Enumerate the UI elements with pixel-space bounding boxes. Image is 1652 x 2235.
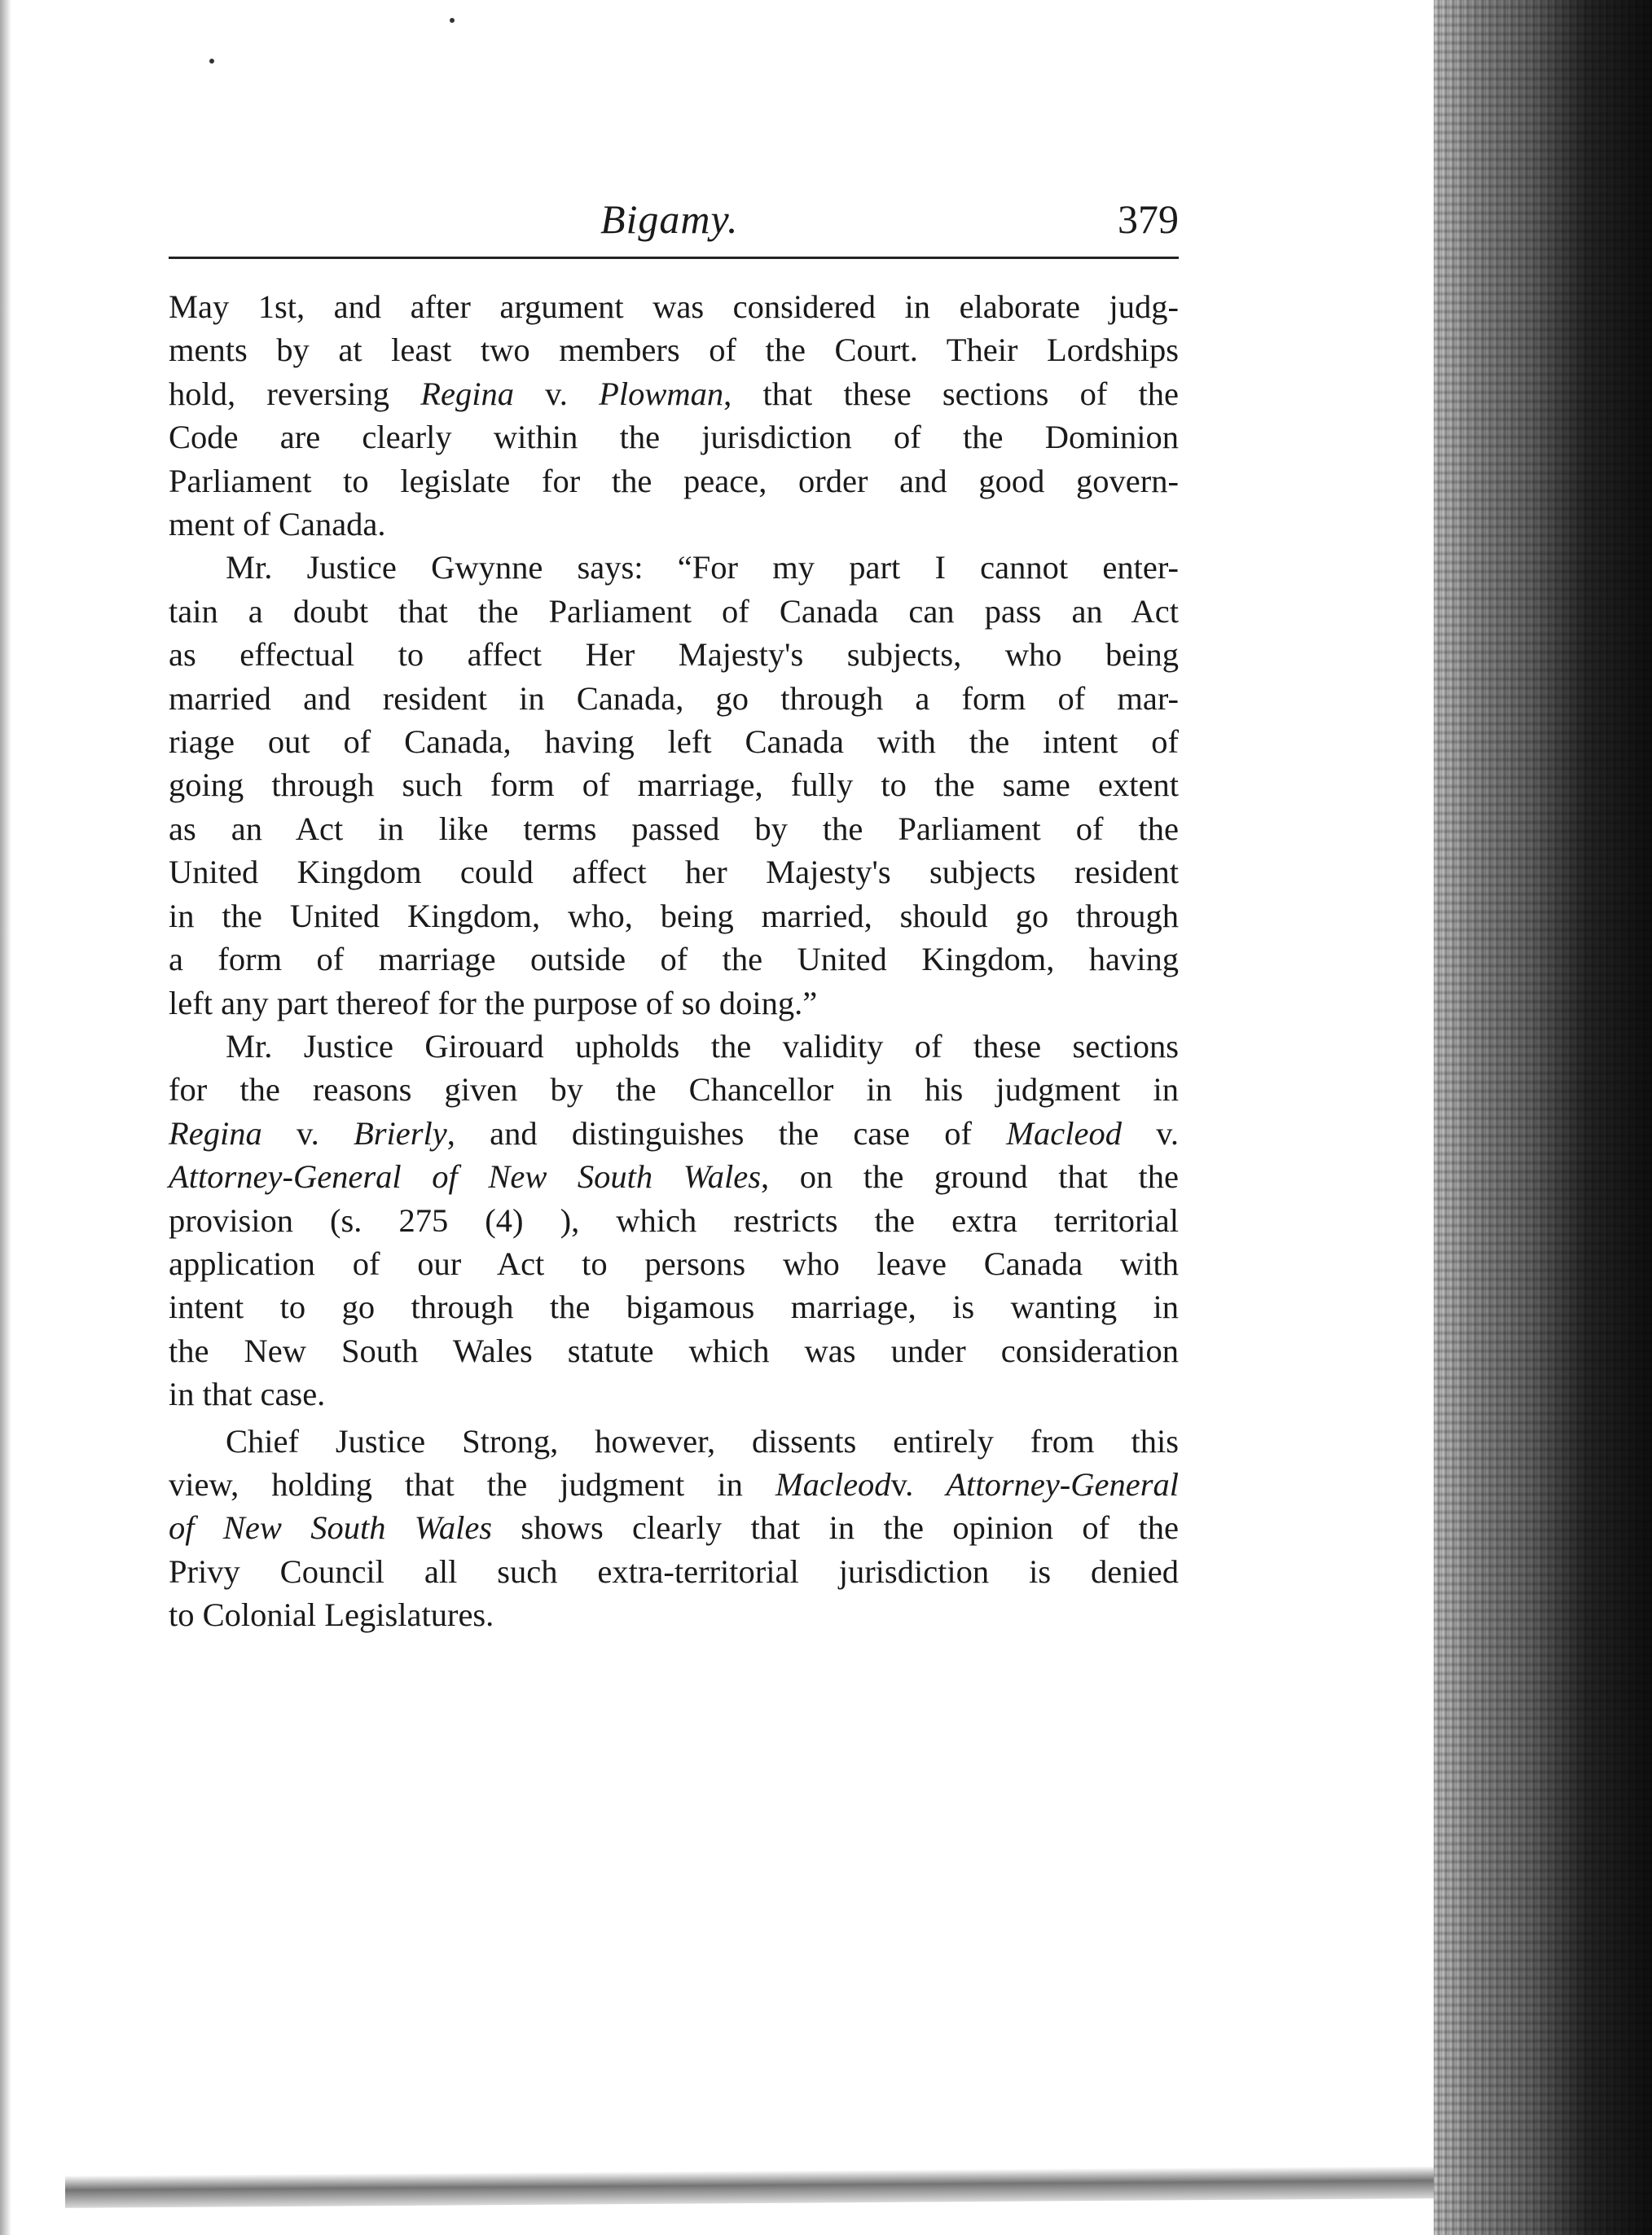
text-line: married and resident in Canada, go through a form of mar- bbox=[169, 679, 1179, 717]
case-name: Regina bbox=[169, 1114, 262, 1152]
text-line: provision (s. 275 (4) ), which restricts the extra territorial bbox=[169, 1201, 1179, 1239]
text-run: v. bbox=[513, 375, 600, 412]
case-name: Macleod bbox=[775, 1465, 891, 1503]
text-run: , that these sections of the bbox=[723, 375, 1180, 412]
text-line: May 1st, and after argument was considered in elaborate judg- bbox=[169, 288, 1179, 325]
case-name: Macleod bbox=[1006, 1114, 1122, 1152]
text-line: going through such form of marriage, fully to the same extent bbox=[169, 766, 1179, 804]
text-line: United Kingdom could affect her Majesty's subjects resident bbox=[169, 854, 1179, 891]
text-run: v. bbox=[1121, 1114, 1179, 1152]
text-line: Mr. Justice Girouard upholds the validity of these sections bbox=[226, 1027, 1179, 1065]
bottom-scan-shadow bbox=[65, 2166, 1434, 2208]
page-number: 379 bbox=[1118, 196, 1179, 242]
text-line: ments by at least two members of the Court. Their Lordships bbox=[169, 332, 1179, 369]
text-line bbox=[169, 1155, 1179, 1198]
text-run: v. bbox=[261, 1114, 354, 1152]
text-line: riage out of Canada, having left Canada with the intent of bbox=[169, 723, 1179, 761]
case-name: Attorney-General of New South Wales bbox=[169, 1158, 762, 1196]
text-line bbox=[169, 1463, 1179, 1506]
paragraph-1 bbox=[169, 285, 1179, 546]
text-run: view, holding that the judgment in bbox=[169, 1465, 775, 1503]
page-header bbox=[169, 195, 1179, 261]
text-line: Mr. Justice Gwynne says: “For my part I cannot enter- bbox=[226, 549, 1179, 586]
text-line: left any part thereof for the purpose of so doing.” bbox=[169, 984, 818, 1021]
text-line: as an Act in like terms passed by the Parliament of the bbox=[169, 810, 1179, 847]
text-line: in the United Kingdom, who, being married, should go through bbox=[169, 897, 1179, 934]
text-run: , on the ground that the bbox=[761, 1158, 1179, 1196]
case-name: Regina bbox=[420, 375, 514, 412]
text-line: Parliament to legislate for the peace, order and good govern- bbox=[169, 462, 1179, 499]
text-line: tain a doubt that the Parliament of Canada can pass an Act bbox=[169, 592, 1179, 630]
header-rule bbox=[169, 257, 1179, 259]
paragraph-2 bbox=[169, 546, 1179, 1024]
text-line bbox=[169, 1112, 1179, 1155]
text-line: Privy Council all such extra-territorial jurisdiction is denied bbox=[169, 1552, 1179, 1590]
text-line: to Colonial Legislatures. bbox=[169, 1596, 494, 1634]
text-run: v. bbox=[890, 1465, 947, 1503]
text-line: Code are clearly within the jurisdiction of the Dominion bbox=[169, 419, 1179, 456]
case-name: Brierly bbox=[353, 1114, 447, 1152]
running-head: Bigamy. bbox=[600, 196, 739, 242]
paragraph-3 bbox=[169, 1025, 1179, 1416]
paragraph-4 bbox=[169, 1420, 1179, 1637]
text-run: shows clearly that in the opinion of the bbox=[492, 1509, 1180, 1547]
text-line: Chief Justice Strong, however, dissents entirely from this bbox=[226, 1422, 1179, 1460]
case-name: of New South Wales bbox=[169, 1509, 493, 1547]
text-line: ment of Canada. bbox=[169, 506, 386, 543]
case-name: Plowman bbox=[599, 375, 724, 412]
case-name: Attorney-General bbox=[946, 1465, 1179, 1503]
text-line: the New South Wales statute which was under consideration bbox=[169, 1332, 1179, 1369]
text-run: hold, reversing bbox=[169, 375, 421, 412]
text-line: in that case. bbox=[169, 1376, 326, 1413]
binding-texture bbox=[1434, 0, 1652, 2235]
text-line: as effectual to affect Her Majesty's subjects, who being bbox=[169, 636, 1179, 674]
text-line bbox=[169, 372, 1179, 415]
body-text bbox=[169, 285, 1179, 1637]
scan-speck bbox=[209, 59, 214, 64]
text-line: for the reasons given by the Chancellor in his judgment in bbox=[169, 1071, 1179, 1109]
text-line: intent to go through the bigamous marriage, is wanting in bbox=[169, 1289, 1179, 1326]
left-scan-edge bbox=[0, 0, 11, 2235]
text-run: , and distinguishes the case of bbox=[446, 1114, 1007, 1152]
text-line: a form of marriage outside of the United Kingdom, having bbox=[169, 941, 1179, 978]
scan-speck bbox=[450, 18, 455, 23]
text-line: application of our Act to persons who leave Canada with bbox=[169, 1245, 1179, 1282]
text-line bbox=[169, 1506, 1179, 1549]
